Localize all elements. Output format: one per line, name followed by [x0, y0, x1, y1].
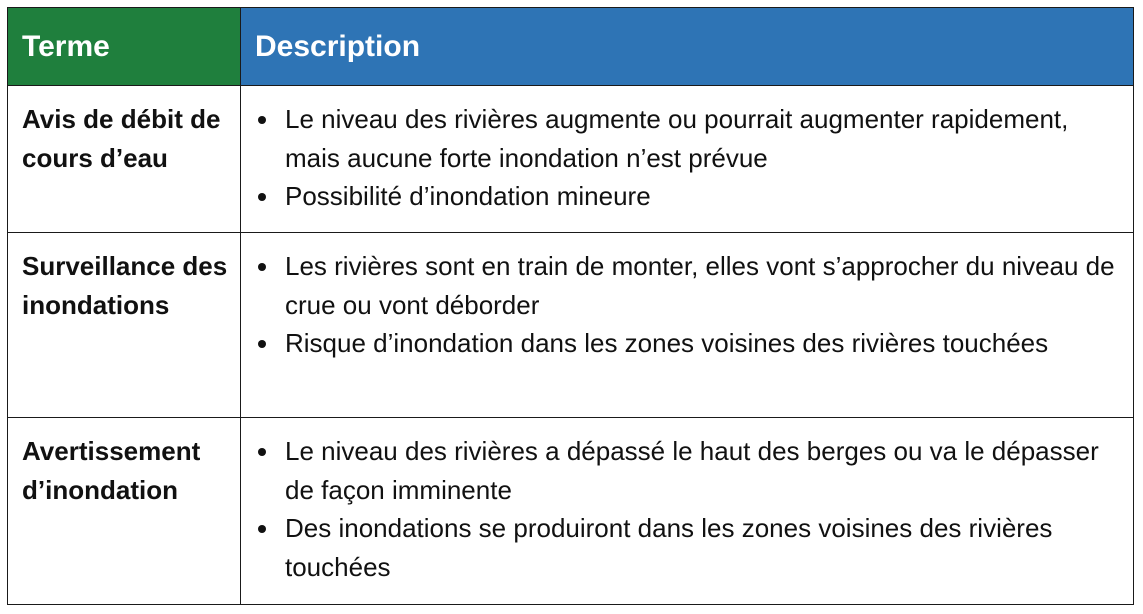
row-description [241, 418, 1133, 604]
row-term: Avertissement d’inondation [8, 418, 241, 604]
bullet-item: Risque d’inondation dans les zones voisines des rivières touchées [253, 324, 1123, 363]
row-description [241, 86, 1133, 233]
header-description: Description [241, 8, 1133, 86]
bullet-item: Le niveau des rivières augmente ou pourrait augmenter rapidement, mais aucune forte inondation n’est prévue [253, 100, 1123, 177]
flood-terms-table [7, 7, 1134, 605]
bullet-item: Possibilité d’inondation mineure [253, 177, 1123, 216]
bullet-item: Le niveau des rivières a dépassé le haut des berges ou va le dépasser de façon imminente [253, 432, 1123, 509]
row-term: Avis de débit de cours d’eau [8, 86, 241, 233]
bullet-list [253, 100, 1123, 216]
bullet-item: Les rivières sont en train de monter, elles vont s’approcher du niveau de crue ou vont déborder [253, 247, 1123, 324]
bullet-list [253, 432, 1123, 586]
row-term: Surveillance des inondations [8, 233, 241, 418]
header-term: Terme [8, 8, 241, 86]
bullet-item: Des inondations se produiront dans les zones voisines des rivières touchées [253, 509, 1123, 586]
row-description [241, 233, 1133, 418]
bullet-list [253, 247, 1123, 363]
